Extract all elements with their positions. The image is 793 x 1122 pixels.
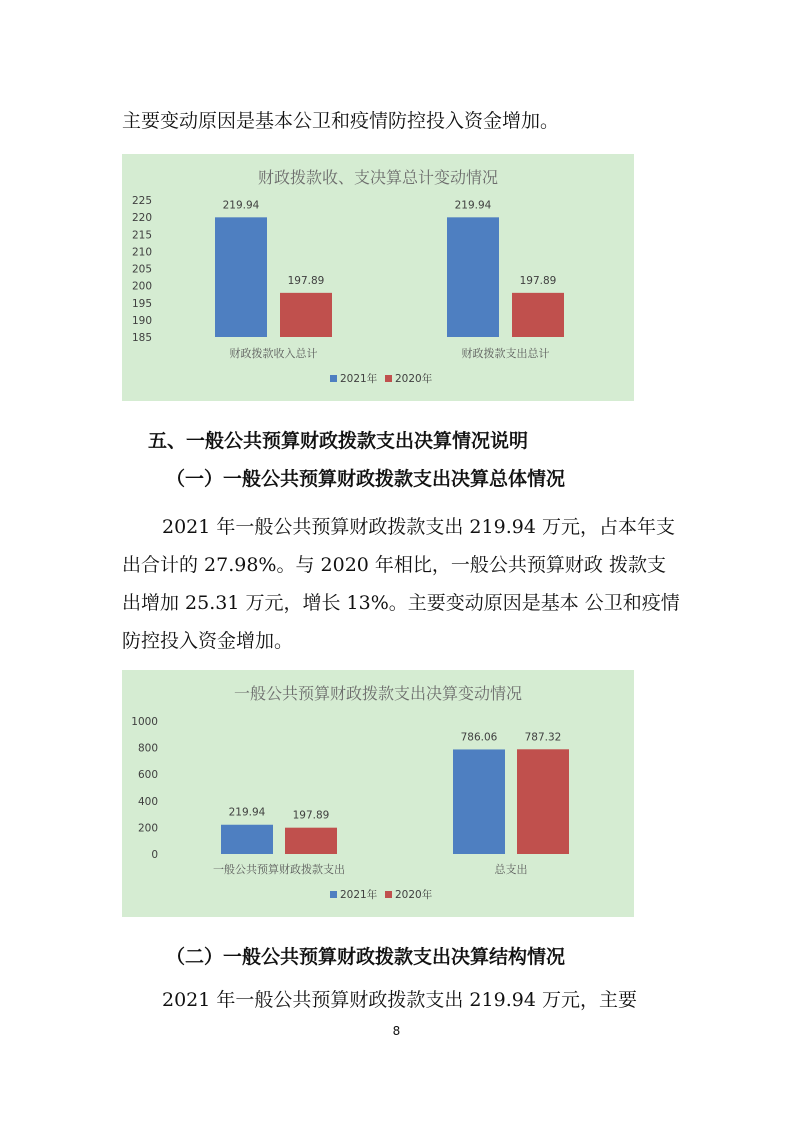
paragraph-1: 2021 年一般公共预算财政拨款支出 219.94 万元，占本年支出合计的 27.98%。与 2020 年相比，一般公共预算财政 拨款支出增加 25.31 万元，增长 13%。主要变动原因是基本 公卫和疫情防控投入资金增加。 [122,516,680,652]
bar-2021 [453,749,505,854]
category-label: 总支出 [494,863,528,876]
y-tick-label: 190 [131,314,152,327]
y-tick-label: 225 [131,195,152,207]
page-number: 8 [392,1024,401,1038]
y-tick-label: 400 [137,795,158,808]
paragraph-2: 2021 年一般公共预算财政拨款支出 219.94 万元，主要 [162,989,637,1011]
category-label: 财政拨款收入总计 [229,347,318,360]
chart-income-expense-total [122,154,634,401]
chart-0-svg [122,154,634,401]
legend-label: 2021年 [340,889,378,901]
subsection-1-title: （一）一般公共预算财政拨款支出决算总体情况 [166,468,566,490]
subsection-2-title: （二）一般公共预算财政拨款支出决算结构情况 [166,946,566,968]
y-tick-label: 210 [131,246,152,259]
y-tick-label: 1000 [131,716,158,728]
legend-swatch [385,375,392,382]
y-tick-label: 205 [131,263,152,276]
chart-1-svg [122,670,634,917]
data-label: 786.06 [460,731,498,744]
bar-2020 [512,293,564,337]
data-label: 197.89 [292,809,330,822]
data-label: 219.94 [228,806,266,819]
data-label: 219.94 [222,199,260,212]
bar-2020 [280,293,332,337]
y-tick-label: 215 [131,229,152,242]
legend-label: 2020年 [395,889,433,901]
y-tick-label: 195 [131,297,152,310]
y-tick-label: 185 [131,332,152,344]
bar-2021 [221,825,273,854]
y-tick-label: 200 [137,822,158,835]
data-label: 197.89 [287,274,325,287]
legend-swatch [330,375,337,382]
category-label: 一般公共预算财政拨款支出 [213,863,345,876]
bar-2021 [447,217,499,337]
section-5-title: 五、一般公共预算财政拨款支出决算情况说明 [148,430,529,452]
legend-swatch [385,891,392,898]
y-tick-label: 200 [131,280,152,293]
category-label: 财政拨款支出总计 [461,347,550,360]
legend-swatch [330,891,337,898]
bar-2020 [285,828,337,854]
y-tick-label: 220 [131,212,152,225]
y-tick-label: 0 [151,849,158,861]
chart-title: 财政拨款收、支决算总计变动情况 [257,168,499,187]
bar-2020 [517,749,569,854]
legend-label: 2021年 [340,373,378,385]
y-tick-label: 600 [137,769,158,782]
legend-label: 2020年 [395,373,433,385]
chart-title: 一般公共预算财政拨款支出决算变动情况 [233,684,523,703]
data-label: 787.32 [524,731,562,744]
data-label: 197.89 [519,274,557,287]
y-tick-label: 800 [137,742,158,755]
bar-2021 [215,217,267,337]
text-line-top: 主要变动原因是基本公卫和疫情防控投入资金增加。 [122,110,560,132]
chart-general-budget-expense [122,670,634,917]
data-label: 219.94 [454,199,492,212]
